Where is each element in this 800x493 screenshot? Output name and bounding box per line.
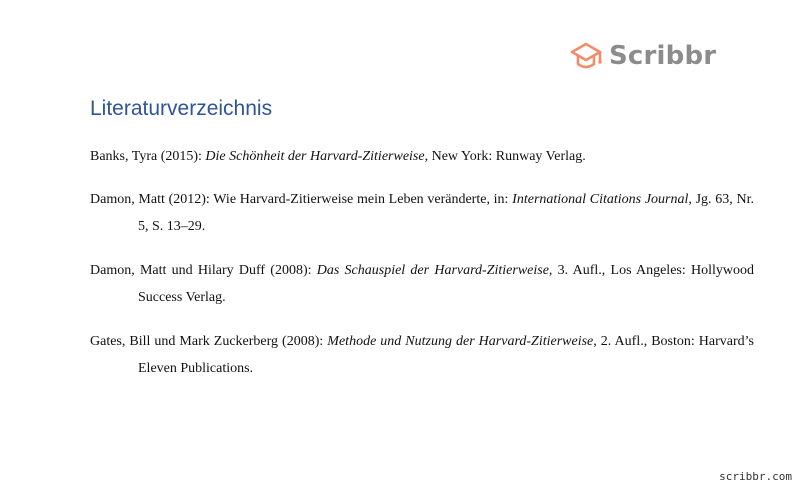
entry-title: Methode und Nutzung der Harvard-Zitierweise <box>327 334 594 349</box>
bibliography-entry <box>90 257 754 311</box>
entry-publication-details: , 2. Aufl., Boston: Harvard’s Eleven Publications. <box>138 334 755 376</box>
entry-author-year: Damon, Matt und Hilary Duff (2008): <box>90 263 317 278</box>
entry-publication-details: , Jg. 63, Nr. 5, S. 13–29. <box>138 192 754 234</box>
entry-title: Die Schönheit der Harvard-Zitierweise <box>205 149 425 164</box>
entry-title: Das Schauspiel der Harvard-Zitierweise <box>316 263 549 278</box>
entry-author-year: Gates, Bill und Mark Zuckerberg (2008): <box>90 334 328 349</box>
bibliography-entry <box>90 328 754 382</box>
bibliography-entry <box>90 143 754 170</box>
entry-author-year: Banks, Tyra (2015): <box>90 149 206 164</box>
logo-text: Scribbr <box>609 41 717 71</box>
entry-title: International Citations Journal <box>512 192 689 207</box>
entry-publication-details: , New York: Runway Verlag. <box>424 149 586 164</box>
bibliography-entry <box>90 186 754 240</box>
graduation-cap-icon <box>569 39 603 73</box>
scribbr-logo <box>569 38 716 74</box>
entry-author-year: Damon, Matt (2012): Wie Harvard-Zitierweise mein Leben veränderte, in: <box>90 192 513 207</box>
entry-publication-details: , 3. Aufl., Los Angeles: Hollywood Success Verlag. <box>138 263 754 305</box>
watermark: scribbr.com <box>719 470 792 483</box>
page-title: Literaturverzeichnis <box>90 97 273 120</box>
